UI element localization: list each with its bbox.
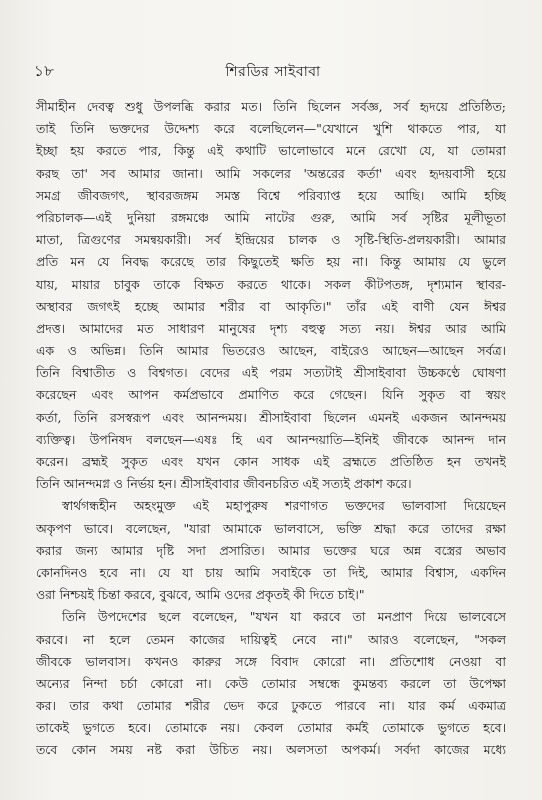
text-line: কর। তার কথা তোমার শরীর ভেদ করে ঢুকতে পারবে না। যার কর্ম একমাত্র bbox=[36, 698, 506, 714]
page-header bbox=[34, 60, 512, 82]
text-line: তাকেই ভুগতে হবে। তোমাকে নয়। কেবল তোমার কর্মই তোমাকে ভুগতে হবে। bbox=[36, 720, 506, 736]
text-line: করেন। ব্রহ্মই সুকৃত এবং যখন কোন সাধক এই ব্রহ্মতে প্রতিষ্ঠিত হন তখনই bbox=[36, 454, 506, 469]
text-line: মাতা, ত্রিগুণের সমন্বয়কারী। সর্ব ইন্দ্রিয়ের চালক ও সৃষ্টি-স্থিতি-প্রলয়কারী। আমার bbox=[36, 232, 506, 248]
text-line: কর্তা, তিনি রসস্বরূপ এবং আনন্দময়। শ্রীসাইবাবা ছিলেন এমনই একজন আনন্দময় bbox=[36, 409, 506, 425]
text-line: অকৃপণ ভাবে। বলেছেন, "যারা আমাকে ভালবাসে, ভক্তি শ্রদ্ধা করে তাদের রক্ষা bbox=[36, 520, 506, 536]
running-title: শিরডির সাইবাবা bbox=[225, 64, 321, 80]
text-line: ব্যক্তিত্ব। উপনিষদ বলছেন—এষঃ হি এব আনন্দয়াতি—ইনিই জীবকে আনন্দ দান bbox=[36, 431, 506, 447]
text-line: করার জন্য আমার দৃষ্টি সদা প্রসারিত। আমার ভক্তের ঘরে অন্ন বস্ত্রের অভাব bbox=[36, 542, 506, 558]
text-line: সমগ্র জীবজগৎ, স্থাবরজঙ্গম সমস্ত বিশ্বে পরিব্যাপ্ত হয়ে আছি। আমি হচ্ছি bbox=[36, 187, 506, 203]
text-line: কোনদিনও হবে না। যে যা চায় আমি সবাইকে তা দিই, আমার বিশ্বাস, একদিন bbox=[36, 564, 506, 580]
text-line: এক ও অভিন্ন। তিনি আমার ভিতরেও আছেন, বাইরেও আছেন—আছেন সর্বত্র। bbox=[36, 343, 506, 359]
text-line: ইচ্ছা হয় করতে পার, কিন্তু এই কথাটি ভালোভাবে মনে রেখো যে, যা তোমরা bbox=[36, 143, 506, 159]
text-line: অন্যের নিন্দা চর্চা কোরো না। কেউ তোমার সম্বন্ধে কুমন্তব্য করলে তা উপেক্ষা bbox=[36, 675, 506, 691]
text-line: তবে কোন সময় নষ্ট করা উচিত নয়। অলসতা অপকর্ম। সর্বদা কাজের মধ্যে bbox=[36, 742, 506, 758]
text-line: তিনি বিশ্বাতীত ও বিশ্বগত। বেদের এই পরম সত্যটাই শ্রীসাইবাবা উচ্চকণ্ঠে ঘোষণা bbox=[36, 365, 506, 381]
text-line: যায়, মায়ার চাবুক তাকে বিক্ষত করতে থাকে। সকল কীটপতঙ্গ, দৃশ্যমান স্থাবর- bbox=[36, 276, 506, 292]
text-line: তিনি উপদেশের ছলে বলেছেন, "যখন যা করবে তা মনপ্রাণ দিয়ে ভালবেসে bbox=[62, 609, 506, 625]
text-line: ওরা নিশ্চয়ই চিন্তা করবে, বুঝবে, আমি ওদের প্রকৃতই কী দিতে চাই।" bbox=[36, 587, 365, 603]
text-line: করবে। না হলে তেমন কাজের দায়িত্বই নেবে না।" আরও বলেছেন, "সকল bbox=[36, 631, 506, 647]
text-line: করছ তা' সব আমার জানা। আমি সকলের 'অন্তরের কর্তা' এবং হৃদয়বাসী হয়ে bbox=[36, 165, 506, 181]
text-line: তাই তিনি ভক্তদের উদ্দেশ্য করে বলেছিলেন—"যেখানে খুশি থাকতে পার, যা bbox=[36, 121, 506, 137]
text-line: অস্থাবর জগৎই হচ্ছে আমার শরীর বা আকৃতি।" তাঁর এই বাণী যেন ঈশ্বর bbox=[36, 298, 506, 314]
text-line: করেছেন এবং আপন কর্মপ্রভাবে প্রমাণিত করে গেছেন। যিনি সুকৃত বা স্বয়ং bbox=[36, 387, 506, 403]
text-line: প্রতি মন যে নিবদ্ধ করেছে তার কিছুতেই ক্ষতি হয় না। কিন্তু আমায় যে ভুলে bbox=[36, 254, 506, 270]
text-line: সীমাহীন দেবত্ব শুধু উপলব্ধি করার মত। তিনি ছিলেন সর্বজ্ঞ, সর্ব হৃদয়ে প্রতিষ্ঠিত; bbox=[36, 99, 506, 114]
text-line: তিনি আনন্দমগ্ন ও নির্ভয় হন। শ্রীসাইবাবার জীবনচরিত এই সত্যই প্রকাশ করে। bbox=[36, 476, 412, 492]
text-line: স্বার্থগন্ধহীন অহংমুক্ত এই মহাপুরুষ শরণাগত ভক্তদের ভালবাসা দিয়েছেন bbox=[62, 498, 506, 514]
text-line: জীবকে ভালবাস। কখনও কারুর সঙ্গে বিবাদ কোরো না। প্রতিশোধ নেওয়া বা bbox=[36, 653, 506, 669]
page-number: ১৮ bbox=[34, 62, 55, 80]
text-line: পরিচালক—এই দুনিয়া রঙ্গমঞ্চে আমি নাটের গুরু, আমি সর্ব সৃষ্টির মূলীভূতা bbox=[36, 209, 506, 225]
text-line: প্রদত্ত। আমাদের মত সাধারণ মানুষের দৃশ্য বহুত্ব সত্য নয়। ঈশ্বর আর আমি bbox=[36, 320, 506, 336]
body-text bbox=[36, 96, 506, 762]
